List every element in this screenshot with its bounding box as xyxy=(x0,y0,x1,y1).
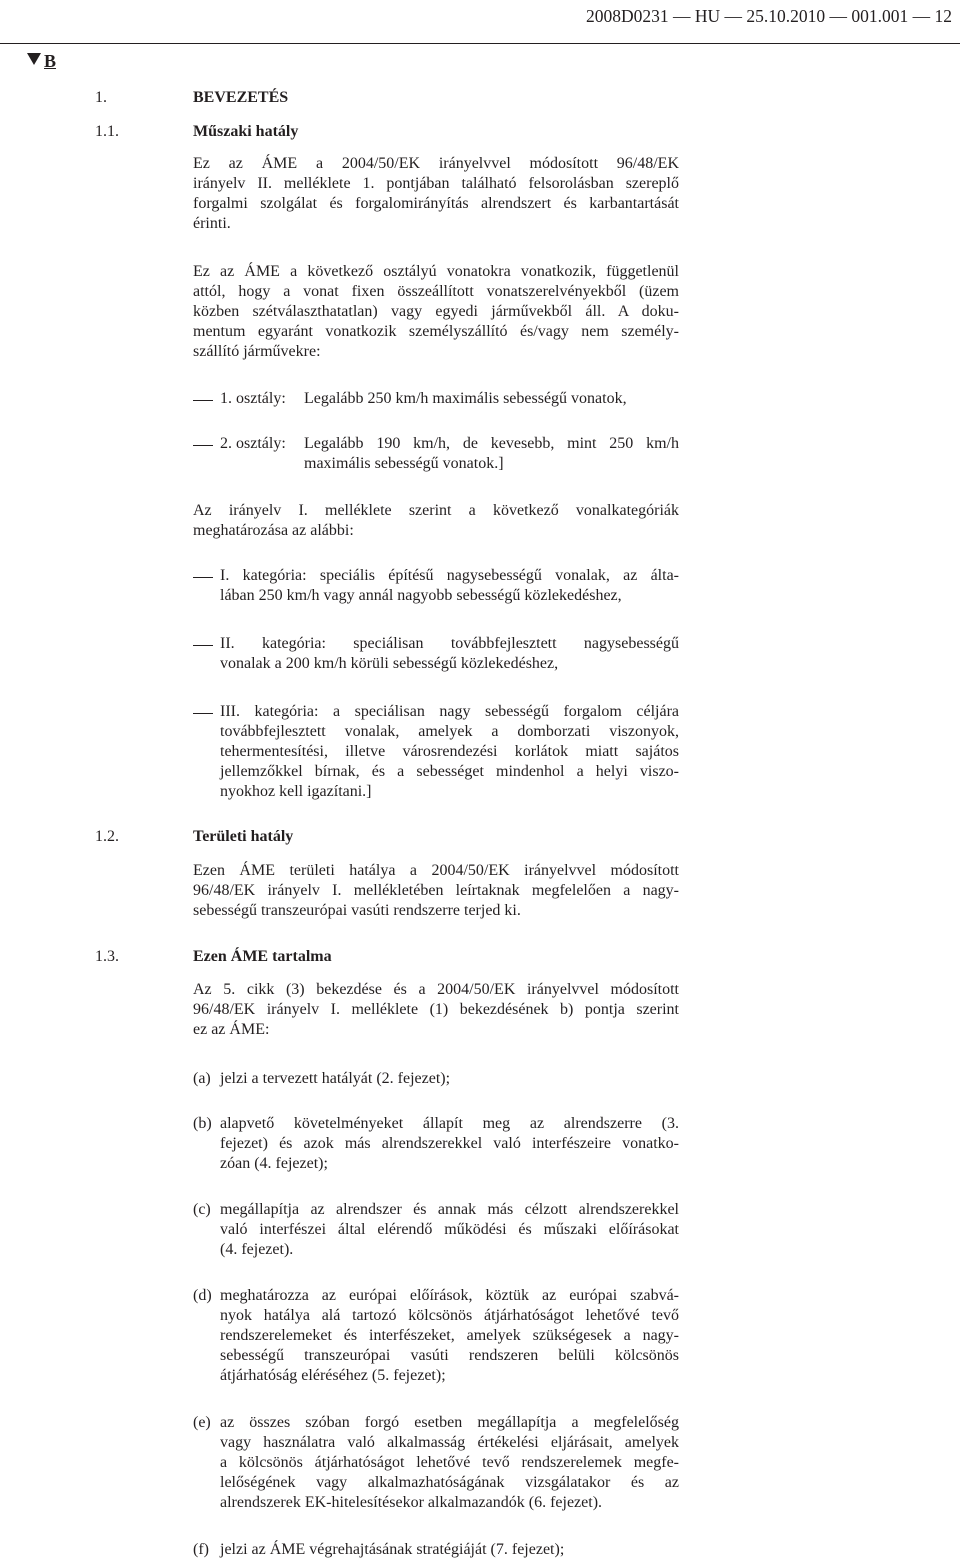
text-line: mentum egyaránt vonatkozik személyszállító és/vagy nem személy- xyxy=(193,323,679,340)
text-line: attól, hogy a vonat fixen összeállított vonatszerelvényekből (üzem xyxy=(193,283,679,300)
section-title: BEVEZETÉS xyxy=(193,89,289,106)
text-line: II. kategória: speciálisan továbbfejlesztett nagysebességű xyxy=(220,635,679,652)
text-line: meghatározza az európai előírások, köztük az európai szabvá- xyxy=(220,1287,679,1304)
section-number: 1.1. xyxy=(95,123,119,140)
marker-letter: B xyxy=(44,51,57,71)
text-line: rendszerelemeket és interfészeket, amelyek szükségesek a nagy- xyxy=(220,1327,679,1344)
section-title: Ezen ÁME tartalma xyxy=(193,948,332,965)
text-line: alrendszerek EK-hitelesítésekor alkalmazandók (6. fejezet). xyxy=(220,1494,603,1511)
section-title: Műszaki hatály xyxy=(193,123,299,140)
list-dash xyxy=(193,577,213,578)
text-line: Ezen ÁME területi hatálya a 2004/50/EK irányelvvel módosított xyxy=(193,862,679,879)
text-line: nyok hatálya alá tartozó kölcsönös átjárhatóságot lehetővé tevő xyxy=(220,1307,679,1324)
text-line: (4. fejezet). xyxy=(220,1241,294,1258)
text-line: meghatározása az alábbi: xyxy=(193,522,354,539)
item-label: (c) xyxy=(193,1201,211,1218)
section-title: Területi hatály xyxy=(193,828,294,845)
class-label: 2. osztály: xyxy=(220,435,286,452)
text-line: alapvető követelményeket állapít meg az alrendszerre (3. xyxy=(220,1115,679,1132)
text-line: lában 250 km/h vagy annál nagyobb sebességű közlekedéshez, xyxy=(220,587,622,604)
text-line: forgalmi szolgálat és forgalomirányítás alrendszert és karbantartását xyxy=(193,195,679,212)
text-line: vonalak a 200 km/h körüli sebességű közlekedéshez, xyxy=(220,655,559,672)
document-reference-header: 2008D0231 — HU — 25.10.2010 — 001.001 — 12 xyxy=(585,6,952,26)
text-line: maximális sebességű vonatok.] xyxy=(304,455,504,472)
text-line: vagy használatra való alkalmasság értékelési eljárásait, amelyek xyxy=(220,1434,679,1451)
section-number: 1.3. xyxy=(95,948,119,965)
list-dash xyxy=(193,445,213,446)
section-number: 1. xyxy=(95,89,107,106)
item-label: (b) xyxy=(193,1115,212,1132)
text-line: Ez az ÁME a következő osztályú vonatokra vonatkozik, függetlenül xyxy=(193,263,679,280)
header-rule xyxy=(0,43,960,44)
paragraph xyxy=(193,861,679,921)
item-label: (e) xyxy=(193,1414,211,1431)
text-line: Az 5. cikk (3) bekezdése és a 2004/50/EK irányelvvel módosított xyxy=(193,981,679,998)
text-line: szállító járművekre: xyxy=(193,343,321,360)
amendment-marker xyxy=(27,51,56,72)
text-line: zóan (4. fejezet); xyxy=(220,1155,328,1172)
text-line: közben szétválaszthatatlan) vagy egyedi járművekből áll. A doku- xyxy=(193,303,679,320)
paragraph xyxy=(193,154,679,234)
text-line: Legalább 190 km/h, de kevesebb, mint 250 km/h xyxy=(304,435,679,452)
item-label: (f) xyxy=(193,1541,209,1558)
text-line: 96/48/EK irányelv I. melléklete (1) bekezdésének b) pontja szerint xyxy=(193,1001,679,1018)
category-item xyxy=(220,634,679,674)
category-item xyxy=(220,566,679,606)
text-line: jellemzőkkel bírnak, és a sebességet mindenhol a helyi viszo- xyxy=(220,763,679,780)
text-line: nyokhoz kell igazítani.] xyxy=(220,783,372,800)
text-line: megállapítja az alrendszer és annak más célzott alrendszerekkel xyxy=(220,1201,679,1218)
category-item xyxy=(220,702,679,802)
section-number: 1.2. xyxy=(95,828,119,845)
text-line: a kölcsönös átjárhatóságot lehetővé tevő rendszerelemek megfe- xyxy=(220,1454,679,1471)
list-item xyxy=(220,1286,679,1386)
text-line: az összes szóban forgó esetben megállapítja a megfelelőség xyxy=(220,1414,679,1431)
text-line: sebességű transzeurópai vasúti rendszeren belüli kölcsönös xyxy=(220,1347,679,1364)
text-line: I. kategória: speciális építésű nagysebességű vonalak, az álta- xyxy=(220,567,679,584)
text-line: ez az ÁME: xyxy=(193,1021,270,1038)
paragraph xyxy=(193,262,679,362)
text-line: tehermentesítési, illetve városrendezési korlátok miatt sajátos xyxy=(220,743,679,760)
text-line: átjárhatóság eléréséhez (5. fejezet); xyxy=(220,1367,446,1384)
text-line: jelzi az ÁME végrehajtásának stratégiáját (7. fejezet); xyxy=(220,1541,565,1558)
text-line: Legalább 250 km/h maximális sebességű vonatok, xyxy=(304,390,627,407)
list-item xyxy=(220,1069,679,1089)
text-line: érinti. xyxy=(193,215,231,232)
text-line: jelzi a tervezett hatályát (2. fejezet); xyxy=(220,1070,451,1087)
item-label: (d) xyxy=(193,1287,212,1304)
text-line: Ez az ÁME a 2004/50/EK irányelvvel módosított 96/48/EK xyxy=(193,155,679,172)
text-line: Az irányelv I. melléklete szerint a következő vonalkategóriák xyxy=(193,502,679,519)
text-line: 96/48/EK irányelv I. mellékletében leírtaknak megfelelően a nagy- xyxy=(193,882,679,899)
list-item xyxy=(220,1540,679,1560)
class-text xyxy=(304,389,679,409)
list-item xyxy=(220,1200,679,1260)
paragraph xyxy=(193,501,679,541)
class-label: 1. osztály: xyxy=(220,390,286,407)
class-text xyxy=(304,434,679,474)
text-line: lelőségének vagy alkalmazhatóságának vizsgálatakor és az xyxy=(220,1474,679,1491)
text-line: fejezet) és azok más alrendszerekkel való interfészeire vonatko- xyxy=(220,1135,679,1152)
list-item xyxy=(220,1413,679,1513)
paragraph xyxy=(193,980,679,1040)
list-dash xyxy=(193,645,213,646)
item-label: (a) xyxy=(193,1070,211,1087)
list-dash xyxy=(193,400,213,401)
triangle-down-icon xyxy=(27,53,41,65)
text-line: irányelv II. melléklete 1. pontjában található felsorolásban szereplő xyxy=(193,175,679,192)
list-dash xyxy=(193,713,213,714)
list-item xyxy=(220,1114,679,1174)
text-line: továbbfejlesztett vonalak, amelyek a domborzati viszonyok, xyxy=(220,723,679,740)
text-line: III. kategória: a speciálisan nagy sebességű forgalom céljára xyxy=(220,703,679,720)
text-line: való interfészei által elérendő működési és műszaki előírásokat xyxy=(220,1221,679,1238)
text-line: sebességű transzeurópai vasúti rendszerre terjed ki. xyxy=(193,902,521,919)
